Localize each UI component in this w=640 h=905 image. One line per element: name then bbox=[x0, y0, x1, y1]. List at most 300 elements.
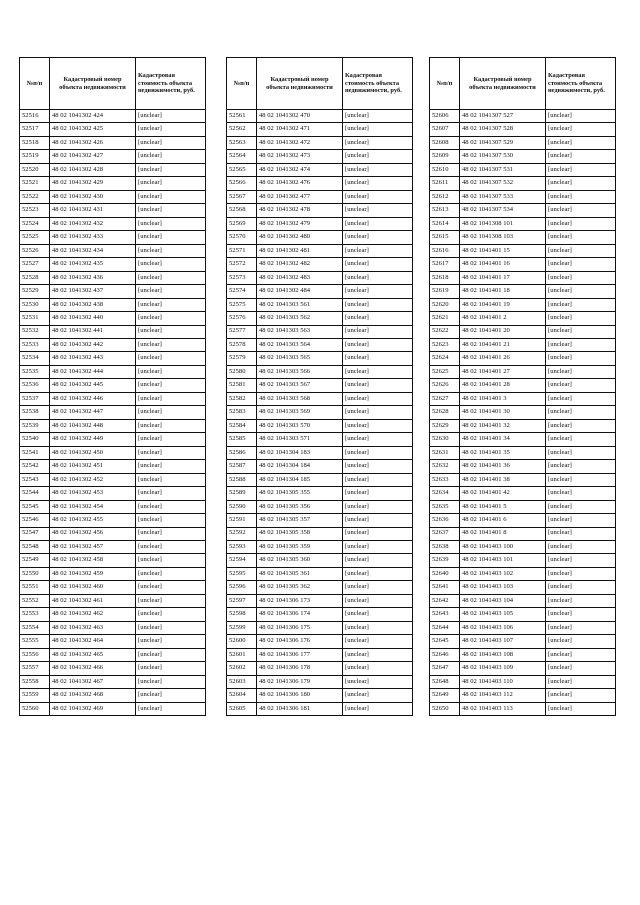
row-number-cell: 52524 bbox=[20, 217, 50, 230]
table-row bbox=[20, 392, 206, 405]
cadastral-number-cell: 48 02 1041302 433 bbox=[50, 231, 136, 244]
cadastral-number-cell: 48 02 1041302 425 bbox=[50, 123, 136, 136]
cadastral-value-cell: [unclear] bbox=[136, 621, 206, 634]
row-number-cell: 52596 bbox=[227, 581, 257, 594]
cadastral-number-cell: 48 02 1041302 429 bbox=[50, 177, 136, 190]
cadastral-value-cell: [unclear] bbox=[343, 446, 413, 459]
cadastral-number-cell: 48 02 1041302 428 bbox=[50, 163, 136, 176]
cadastral-number-cell: 48 02 1041302 459 bbox=[50, 567, 136, 580]
row-number-cell: 52591 bbox=[227, 514, 257, 527]
cadastral-number-cell: 48 02 1041401 3 bbox=[460, 392, 546, 405]
table-row bbox=[227, 392, 413, 405]
cadastral-value-cell: [unclear] bbox=[546, 365, 616, 378]
cadastral-value-cell: [unclear] bbox=[546, 271, 616, 284]
cadastral-number-cell: 48 02 1041401 36 bbox=[460, 460, 546, 473]
cadastral-number-cell: 48 02 1041302 484 bbox=[257, 285, 343, 298]
row-number-cell: 52634 bbox=[430, 487, 460, 500]
table-row bbox=[20, 365, 206, 378]
cadastral-number-cell: 48 02 1041302 461 bbox=[50, 594, 136, 607]
cadastral-number-cell: 48 02 1041305 361 bbox=[257, 567, 343, 580]
table-row bbox=[20, 163, 206, 176]
table-row bbox=[20, 285, 206, 298]
table-row bbox=[430, 460, 616, 473]
table-row bbox=[227, 177, 413, 190]
cadastral-number-cell: 48 02 1041306 177 bbox=[257, 648, 343, 661]
cadastral-table-1 bbox=[19, 57, 206, 716]
cadastral-number-cell: 48 02 1041302 431 bbox=[50, 204, 136, 217]
row-number-cell: 52560 bbox=[20, 702, 50, 715]
table-row bbox=[20, 567, 206, 580]
row-number-cell: 52599 bbox=[227, 621, 257, 634]
row-number-cell: 52610 bbox=[430, 163, 460, 176]
row-number-cell: 52642 bbox=[430, 594, 460, 607]
row-number-cell: 52525 bbox=[20, 231, 50, 244]
table-row bbox=[20, 635, 206, 648]
table-row bbox=[227, 689, 413, 702]
table-row bbox=[20, 446, 206, 459]
header-num: №п/п bbox=[430, 58, 460, 110]
table-row bbox=[227, 648, 413, 661]
cadastral-value-cell: [unclear] bbox=[343, 312, 413, 325]
table-row bbox=[430, 648, 616, 661]
cadastral-value-cell: [unclear] bbox=[546, 338, 616, 351]
cadastral-value-cell: [unclear] bbox=[136, 231, 206, 244]
row-number-cell: 52626 bbox=[430, 379, 460, 392]
cadastral-number-cell: 48 02 1041307 533 bbox=[460, 190, 546, 203]
cadastral-number-cell: 48 02 1041308 103 bbox=[460, 231, 546, 244]
cadastral-number-cell: 48 02 1041302 464 bbox=[50, 635, 136, 648]
table-row bbox=[430, 123, 616, 136]
header-cadastral-value: Кадастровая стоимость объекта недвижимости, руб. bbox=[546, 58, 616, 110]
table-row bbox=[20, 581, 206, 594]
row-number-cell: 52601 bbox=[227, 648, 257, 661]
table-row bbox=[20, 554, 206, 567]
cadastral-value-cell: [unclear] bbox=[343, 244, 413, 257]
row-number-cell: 52620 bbox=[430, 298, 460, 311]
cadastral-value-cell: [unclear] bbox=[343, 419, 413, 432]
cadastral-number-cell: 48 02 1041403 105 bbox=[460, 608, 546, 621]
row-number-cell: 52646 bbox=[430, 648, 460, 661]
row-number-cell: 52583 bbox=[227, 406, 257, 419]
row-number-cell: 52612 bbox=[430, 190, 460, 203]
row-number-cell: 52632 bbox=[430, 460, 460, 473]
table-row bbox=[430, 150, 616, 163]
header-cadastral-value: Кадастровая стоимость объекта недвижимости, руб. bbox=[136, 58, 206, 110]
row-number-cell: 52606 bbox=[430, 110, 460, 123]
cadastral-value-cell: [unclear] bbox=[136, 460, 206, 473]
cadastral-number-cell: 48 02 1041302 468 bbox=[50, 689, 136, 702]
cadastral-number-cell: 48 02 1041304 185 bbox=[257, 473, 343, 486]
cadastral-number-cell: 48 02 1041306 176 bbox=[257, 635, 343, 648]
cadastral-value-cell: [unclear] bbox=[546, 648, 616, 661]
table-row bbox=[20, 648, 206, 661]
cadastral-value-cell: [unclear] bbox=[136, 554, 206, 567]
table-row bbox=[227, 581, 413, 594]
cadastral-number-cell: 48 02 1041302 424 bbox=[50, 110, 136, 123]
row-number-cell: 52552 bbox=[20, 594, 50, 607]
table-header-row bbox=[20, 58, 206, 110]
header-cadastral-value: Кадастровая стоимость объекта недвижимости, руб. bbox=[343, 58, 413, 110]
table-row bbox=[227, 231, 413, 244]
cadastral-value-cell: [unclear] bbox=[546, 662, 616, 675]
row-number-cell: 52648 bbox=[430, 675, 460, 688]
row-number-cell: 52555 bbox=[20, 635, 50, 648]
row-number-cell: 52615 bbox=[430, 231, 460, 244]
table-row bbox=[430, 635, 616, 648]
cadastral-value-cell: [unclear] bbox=[343, 325, 413, 338]
row-number-cell: 52622 bbox=[430, 325, 460, 338]
cadastral-value-cell: [unclear] bbox=[546, 514, 616, 527]
table-row bbox=[20, 487, 206, 500]
cadastral-number-cell: 48 02 1041304 183 bbox=[257, 446, 343, 459]
row-number-cell: 52582 bbox=[227, 392, 257, 405]
table-row bbox=[20, 675, 206, 688]
cadastral-value-cell: [unclear] bbox=[546, 406, 616, 419]
cadastral-value-cell: [unclear] bbox=[343, 204, 413, 217]
table-row bbox=[227, 487, 413, 500]
table-row bbox=[430, 567, 616, 580]
table-row bbox=[430, 204, 616, 217]
cadastral-value-cell: [unclear] bbox=[136, 110, 206, 123]
row-number-cell: 52597 bbox=[227, 594, 257, 607]
header-cadastral-number: Кадастровый номер объекта недвижимости bbox=[257, 58, 343, 110]
cadastral-value-cell: [unclear] bbox=[136, 258, 206, 271]
row-number-cell: 52539 bbox=[20, 419, 50, 432]
table-row bbox=[430, 594, 616, 607]
row-number-cell: 52546 bbox=[20, 514, 50, 527]
cadastral-number-cell: 48 02 1041307 532 bbox=[460, 177, 546, 190]
cadastral-value-cell: [unclear] bbox=[136, 338, 206, 351]
cadastral-value-cell: [unclear] bbox=[343, 689, 413, 702]
row-number-cell: 52608 bbox=[430, 136, 460, 149]
cadastral-number-cell: 48 02 1041302 454 bbox=[50, 500, 136, 513]
row-number-cell: 52577 bbox=[227, 325, 257, 338]
cadastral-number-cell: 48 02 1041302 451 bbox=[50, 460, 136, 473]
cadastral-value-cell: [unclear] bbox=[343, 581, 413, 594]
row-number-cell: 52586 bbox=[227, 446, 257, 459]
row-number-cell: 52598 bbox=[227, 608, 257, 621]
cadastral-value-cell: [unclear] bbox=[546, 258, 616, 271]
cadastral-number-cell: 48 02 1041302 434 bbox=[50, 244, 136, 257]
table-row bbox=[20, 621, 206, 634]
table-row bbox=[227, 662, 413, 675]
table-row bbox=[20, 123, 206, 136]
table-row bbox=[227, 217, 413, 230]
cadastral-value-cell: [unclear] bbox=[136, 581, 206, 594]
cadastral-value-cell: [unclear] bbox=[343, 190, 413, 203]
cadastral-value-cell: [unclear] bbox=[546, 446, 616, 459]
cadastral-value-cell: [unclear] bbox=[343, 298, 413, 311]
table-row bbox=[430, 689, 616, 702]
cadastral-number-cell: 48 02 1041302 426 bbox=[50, 136, 136, 149]
row-number-cell: 52556 bbox=[20, 648, 50, 661]
cadastral-value-cell: [unclear] bbox=[546, 487, 616, 500]
table-row bbox=[430, 312, 616, 325]
cadastral-number-cell: 48 02 1041403 113 bbox=[460, 702, 546, 715]
cadastral-number-cell: 48 02 1041403 101 bbox=[460, 554, 546, 567]
table-row bbox=[20, 244, 206, 257]
table-row bbox=[430, 541, 616, 554]
row-number-cell: 52638 bbox=[430, 541, 460, 554]
table-row bbox=[430, 675, 616, 688]
table-row bbox=[430, 514, 616, 527]
table-row bbox=[20, 136, 206, 149]
row-number-cell: 52516 bbox=[20, 110, 50, 123]
row-number-cell: 52566 bbox=[227, 177, 257, 190]
row-number-cell: 52528 bbox=[20, 271, 50, 284]
cadastral-number-cell: 48 02 1041302 480 bbox=[257, 231, 343, 244]
row-number-cell: 52588 bbox=[227, 473, 257, 486]
cadastral-number-cell: 48 02 1041403 106 bbox=[460, 621, 546, 634]
cadastral-number-cell: 48 02 1041302 446 bbox=[50, 392, 136, 405]
cadastral-value-cell: [unclear] bbox=[343, 177, 413, 190]
row-number-cell: 52573 bbox=[227, 271, 257, 284]
row-number-cell: 52640 bbox=[430, 567, 460, 580]
cadastral-value-cell: [unclear] bbox=[136, 675, 206, 688]
table-row bbox=[430, 217, 616, 230]
table-row bbox=[227, 541, 413, 554]
cadastral-number-cell: 48 02 1041401 38 bbox=[460, 473, 546, 486]
cadastral-value-cell: [unclear] bbox=[136, 325, 206, 338]
row-number-cell: 52616 bbox=[430, 244, 460, 257]
cadastral-value-cell: [unclear] bbox=[136, 702, 206, 715]
cadastral-value-cell: [unclear] bbox=[343, 567, 413, 580]
cadastral-value-cell: [unclear] bbox=[546, 190, 616, 203]
table-row bbox=[227, 527, 413, 540]
row-number-cell: 52644 bbox=[430, 621, 460, 634]
cadastral-value-cell: [unclear] bbox=[343, 594, 413, 607]
row-number-cell: 52619 bbox=[430, 285, 460, 298]
table-row bbox=[227, 110, 413, 123]
row-number-cell: 52637 bbox=[430, 527, 460, 540]
cadastral-number-cell: 48 02 1041302 441 bbox=[50, 325, 136, 338]
row-number-cell: 52533 bbox=[20, 338, 50, 351]
table-row bbox=[227, 702, 413, 715]
cadastral-value-cell: [unclear] bbox=[343, 527, 413, 540]
row-number-cell: 52521 bbox=[20, 177, 50, 190]
row-number-cell: 52543 bbox=[20, 473, 50, 486]
table-row bbox=[20, 594, 206, 607]
table-row bbox=[227, 365, 413, 378]
table-row bbox=[20, 702, 206, 715]
row-number-cell: 52559 bbox=[20, 689, 50, 702]
cadastral-number-cell: 48 02 1041302 456 bbox=[50, 527, 136, 540]
row-number-cell: 52540 bbox=[20, 433, 50, 446]
table-row bbox=[430, 231, 616, 244]
row-number-cell: 52578 bbox=[227, 338, 257, 351]
cadastral-number-cell: 48 02 1041401 5 bbox=[460, 500, 546, 513]
row-number-cell: 52517 bbox=[20, 123, 50, 136]
cadastral-value-cell: [unclear] bbox=[343, 514, 413, 527]
cadastral-number-cell: 48 02 1041302 449 bbox=[50, 433, 136, 446]
row-number-cell: 52624 bbox=[430, 352, 460, 365]
cadastral-value-cell: [unclear] bbox=[343, 352, 413, 365]
table-row bbox=[430, 433, 616, 446]
cadastral-value-cell: [unclear] bbox=[343, 285, 413, 298]
row-number-cell: 52594 bbox=[227, 554, 257, 567]
cadastral-value-cell: [unclear] bbox=[343, 702, 413, 715]
cadastral-value-cell: [unclear] bbox=[343, 662, 413, 675]
cadastral-value-cell: [unclear] bbox=[343, 217, 413, 230]
table-row bbox=[430, 177, 616, 190]
table-header-row bbox=[227, 58, 413, 110]
cadastral-number-cell: 48 02 1041303 563 bbox=[257, 325, 343, 338]
table-row bbox=[430, 581, 616, 594]
cadastral-value-cell: [unclear] bbox=[343, 123, 413, 136]
cadastral-number-cell: 48 02 1041308 101 bbox=[460, 217, 546, 230]
cadastral-number-cell: 48 02 1041306 180 bbox=[257, 689, 343, 702]
table-row bbox=[20, 473, 206, 486]
row-number-cell: 52621 bbox=[430, 312, 460, 325]
table-row bbox=[20, 312, 206, 325]
cadastral-number-cell: 48 02 1041304 184 bbox=[257, 460, 343, 473]
cadastral-value-cell: [unclear] bbox=[343, 392, 413, 405]
cadastral-value-cell: [unclear] bbox=[546, 635, 616, 648]
cadastral-number-cell: 48 02 1041401 16 bbox=[460, 258, 546, 271]
cadastral-number-cell: 48 02 1041302 476 bbox=[257, 177, 343, 190]
header-cadastral-number: Кадастровый номер объекта недвижимости bbox=[50, 58, 136, 110]
row-number-cell: 52574 bbox=[227, 285, 257, 298]
cadastral-number-cell: 48 02 1041307 531 bbox=[460, 163, 546, 176]
row-number-cell: 52584 bbox=[227, 419, 257, 432]
cadastral-number-cell: 48 02 1041302 447 bbox=[50, 406, 136, 419]
cadastral-number-cell: 48 02 1041302 452 bbox=[50, 473, 136, 486]
row-number-cell: 52617 bbox=[430, 258, 460, 271]
table-row bbox=[20, 150, 206, 163]
row-number-cell: 52551 bbox=[20, 581, 50, 594]
row-number-cell: 52590 bbox=[227, 500, 257, 513]
cadastral-number-cell: 48 02 1041302 438 bbox=[50, 298, 136, 311]
row-number-cell: 52537 bbox=[20, 392, 50, 405]
cadastral-value-cell: [unclear] bbox=[136, 271, 206, 284]
row-number-cell: 52548 bbox=[20, 541, 50, 554]
cadastral-number-cell: 48 02 1041302 479 bbox=[257, 217, 343, 230]
cadastral-value-cell: [unclear] bbox=[343, 487, 413, 500]
cadastral-number-cell: 48 02 1041305 357 bbox=[257, 514, 343, 527]
row-number-cell: 52530 bbox=[20, 298, 50, 311]
cadastral-value-cell: [unclear] bbox=[546, 312, 616, 325]
cadastral-number-cell: 48 02 1041303 564 bbox=[257, 338, 343, 351]
table-row bbox=[227, 675, 413, 688]
cadastral-value-cell: [unclear] bbox=[343, 648, 413, 661]
cadastral-value-cell: [unclear] bbox=[136, 500, 206, 513]
row-number-cell: 52635 bbox=[430, 500, 460, 513]
row-number-cell: 52557 bbox=[20, 662, 50, 675]
cadastral-value-cell: [unclear] bbox=[343, 365, 413, 378]
table-body bbox=[20, 110, 206, 716]
header-cadastral-number: Кадастровый номер объекта недвижимости bbox=[460, 58, 546, 110]
cadastral-number-cell: 48 02 1041302 457 bbox=[50, 541, 136, 554]
row-number-cell: 52631 bbox=[430, 446, 460, 459]
cadastral-value-cell: [unclear] bbox=[343, 271, 413, 284]
table-row bbox=[227, 163, 413, 176]
cadastral-value-cell: [unclear] bbox=[136, 190, 206, 203]
row-number-cell: 52547 bbox=[20, 527, 50, 540]
cadastral-number-cell: 48 02 1041401 35 bbox=[460, 446, 546, 459]
cadastral-value-cell: [unclear] bbox=[343, 460, 413, 473]
cadastral-number-cell: 48 02 1041302 427 bbox=[50, 150, 136, 163]
cadastral-value-cell: [unclear] bbox=[343, 338, 413, 351]
cadastral-value-cell: [unclear] bbox=[546, 123, 616, 136]
cadastral-value-cell: [unclear] bbox=[546, 473, 616, 486]
cadastral-value-cell: [unclear] bbox=[343, 675, 413, 688]
cadastral-value-cell: [unclear] bbox=[136, 352, 206, 365]
cadastral-value-cell: [unclear] bbox=[343, 621, 413, 634]
cadastral-number-cell: 48 02 1041403 112 bbox=[460, 689, 546, 702]
table-row bbox=[20, 406, 206, 419]
row-number-cell: 52605 bbox=[227, 702, 257, 715]
table-row bbox=[20, 352, 206, 365]
row-number-cell: 52536 bbox=[20, 379, 50, 392]
cadastral-number-cell: 48 02 1041401 30 bbox=[460, 406, 546, 419]
cadastral-number-cell: 48 02 1041302 478 bbox=[257, 204, 343, 217]
table-row bbox=[227, 635, 413, 648]
table-row bbox=[430, 110, 616, 123]
table-row bbox=[430, 419, 616, 432]
cadastral-value-cell: [unclear] bbox=[136, 136, 206, 149]
cadastral-value-cell: [unclear] bbox=[343, 231, 413, 244]
table-row bbox=[227, 325, 413, 338]
row-number-cell: 52576 bbox=[227, 312, 257, 325]
row-number-cell: 52575 bbox=[227, 298, 257, 311]
cadastral-value-cell: [unclear] bbox=[136, 594, 206, 607]
table-row bbox=[227, 150, 413, 163]
cadastral-value-cell: [unclear] bbox=[343, 136, 413, 149]
row-number-cell: 52650 bbox=[430, 702, 460, 715]
cadastral-value-cell: [unclear] bbox=[136, 662, 206, 675]
cadastral-number-cell: 48 02 1041401 28 bbox=[460, 379, 546, 392]
row-number-cell: 52609 bbox=[430, 150, 460, 163]
cadastral-number-cell: 48 02 1041302 432 bbox=[50, 217, 136, 230]
row-number-cell: 52627 bbox=[430, 392, 460, 405]
table-row bbox=[430, 244, 616, 257]
cadastral-value-cell: [unclear] bbox=[546, 231, 616, 244]
cadastral-number-cell: 48 02 1041303 571 bbox=[257, 433, 343, 446]
cadastral-value-cell: [unclear] bbox=[546, 554, 616, 567]
row-number-cell: 52580 bbox=[227, 365, 257, 378]
table-row bbox=[20, 662, 206, 675]
table-row bbox=[430, 527, 616, 540]
table-row bbox=[20, 190, 206, 203]
cadastral-number-cell: 48 02 1041401 8 bbox=[460, 527, 546, 540]
cadastral-value-cell: [unclear] bbox=[136, 217, 206, 230]
table-row bbox=[20, 177, 206, 190]
row-number-cell: 52625 bbox=[430, 365, 460, 378]
row-number-cell: 52593 bbox=[227, 541, 257, 554]
table-row bbox=[20, 379, 206, 392]
cadastral-number-cell: 48 02 1041401 21 bbox=[460, 338, 546, 351]
row-number-cell: 52531 bbox=[20, 312, 50, 325]
table-row bbox=[227, 500, 413, 513]
table-row bbox=[430, 392, 616, 405]
cadastral-value-cell: [unclear] bbox=[343, 258, 413, 271]
cadastral-value-cell: [unclear] bbox=[136, 541, 206, 554]
table-row bbox=[227, 136, 413, 149]
table-row bbox=[430, 285, 616, 298]
table-row bbox=[227, 379, 413, 392]
table-row bbox=[20, 271, 206, 284]
cadastral-value-cell: [unclear] bbox=[136, 379, 206, 392]
cadastral-number-cell: 48 02 1041302 470 bbox=[257, 110, 343, 123]
table-row bbox=[430, 554, 616, 567]
cadastral-value-cell: [unclear] bbox=[136, 514, 206, 527]
cadastral-value-cell: [unclear] bbox=[136, 446, 206, 459]
cadastral-value-cell: [unclear] bbox=[343, 433, 413, 446]
cadastral-number-cell: 48 02 1041307 527 bbox=[460, 110, 546, 123]
cadastral-value-cell: [unclear] bbox=[343, 163, 413, 176]
cadastral-number-cell: 48 02 1041302 448 bbox=[50, 419, 136, 432]
cadastral-value-cell: [unclear] bbox=[136, 312, 206, 325]
